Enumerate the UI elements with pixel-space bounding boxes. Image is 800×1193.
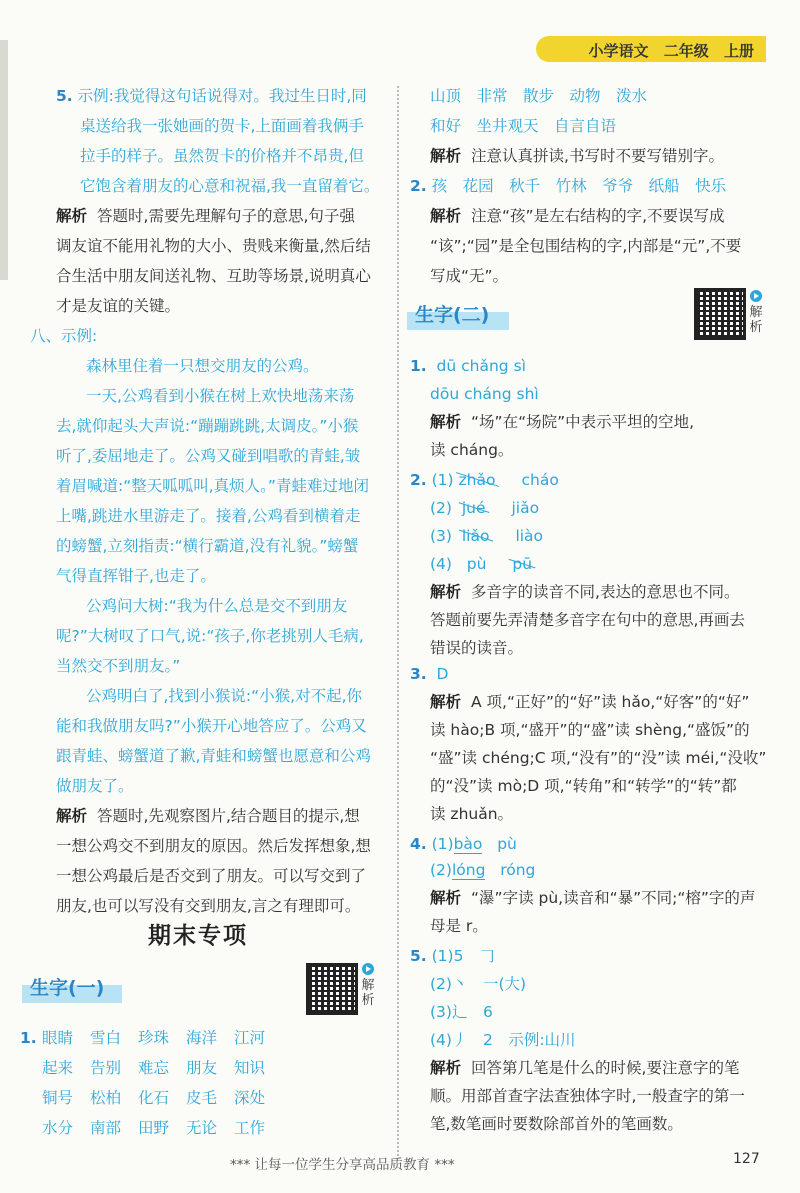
right-q5-line3: (3)辶 6 [430, 1003, 493, 1021]
left-q8-head: 八、示例: [30, 327, 98, 345]
right-analysis-b-line1: 解析 注意“孩”是左右结构的字,不要误写成 [430, 207, 725, 225]
left-analysis2-line2: 一想公鸡交不到朋友的原因。然后发挥想象,想 [56, 837, 371, 855]
qr-code[interactable] [306, 963, 358, 1015]
story-line: 一天,公鸡看到小猴在树上欢快地荡来荡 [86, 387, 355, 405]
qr-code[interactable] [694, 288, 746, 340]
right-q1-pinyin1: 1. dū chǎng sì [410, 357, 526, 375]
word-row: 1. 眼睛 雪白 珍珠 海洋 江河 [20, 1029, 266, 1047]
header-title: 小学语文 二年级 上册 [588, 42, 754, 60]
right-analysis-b-line3: 写成“无”。 [430, 267, 509, 285]
left-q5-line3: 拉手的样子。虽然贺卡的价格并不昂贵,但 [80, 147, 364, 165]
word-row: 铜号 松柏 化石 皮毛 深处 [42, 1089, 266, 1107]
right-analysis-b-line2: “该”;“园”是全包围结构的字,内部是“元”,不要 [430, 237, 742, 255]
column-divider [397, 86, 399, 1156]
section-heading-shengzi-2: 生字(二) [415, 304, 490, 326]
right-analysis-e-line5: 读 zhuǎn。 [430, 805, 514, 823]
story-line: 跟青蛙、螃蟹道了歉,青蛙和螃蟹也愿意和公鸡 [56, 747, 371, 765]
right-analysis-f-line2: 母是 r。 [430, 917, 488, 935]
right-q5-line1: 5. (1)5 𠃌 [410, 947, 495, 965]
story-line: 森林里住着一只想交朋友的公鸡。 [86, 357, 319, 375]
right-q2b-item: (3) liǎo liào [430, 527, 544, 545]
right-analysis-d-line3: 错误的读音。 [430, 639, 524, 657]
right-q2b-item: (2) jué jiǎo [430, 499, 540, 517]
right-analysis-g-line2: 顺。用部首查字法查独体字时,一般查字的第一 [430, 1087, 745, 1105]
right-q4-line2: (2)lóng róng [430, 861, 536, 879]
right-analysis-a: 解析 注意认真拼读,书写时不要写错别字。 [430, 147, 724, 165]
story-line: 做朋友了。 [56, 777, 134, 795]
story-line: 呢?”大树叹了口气,说:“孩子,你老挑别人毛病, [56, 627, 364, 645]
right-analysis-f-line1: 解析 “瀑”字读 pù,读音和“暴”不同;“榕”字的声 [430, 889, 756, 907]
left-analysis1-line4: 才是友谊的关键。 [56, 297, 181, 315]
left-analysis2-line1: 解析 答题时,先观察图片,结合题目的提示,想 [56, 807, 360, 825]
right-analysis-e-line3: “盛”读 chéng;C 项,“没有”的“没”读 méi,“没收” [430, 749, 767, 767]
right-analysis-e-line2: 读 hào;B 项,“盛开”的“盛”读 shèng,“盛饭”的 [430, 721, 750, 739]
right-q3: 3. D [410, 665, 449, 683]
play-icon [362, 963, 374, 975]
left-q5-line4: 它饱含着朋友的心意和祝福,我一直留着它。 [80, 177, 380, 195]
left-analysis2-line4: 朋友,也可以写没有交到朋友,言之有理即可。 [56, 897, 361, 915]
word-row: 水分 南部 田野 无论 工作 [42, 1119, 266, 1137]
right-q5-line4: (4)丿 2 示例:山川 [430, 1031, 576, 1049]
right-words-row1: 山顶 非常 散步 动物 泼水 [430, 87, 648, 105]
story-line: 上嘴,跳进水里游走了。接着,公鸡看到横着走 [56, 507, 361, 525]
story-line: 当然交不到朋友。” [56, 657, 181, 675]
left-analysis1-line3: 合生活中朋友间送礼物、互助等场景,说明真心 [56, 267, 371, 285]
page-number: 127 [733, 1151, 760, 1167]
play-icon [750, 290, 762, 302]
right-analysis-c-line2: 读 cháng。 [430, 441, 514, 459]
right-analysis-g-line1: 解析 回答第几笔是什么的时候,要注意字的笔 [430, 1059, 740, 1077]
left-q5-line1: 5. 示例:我觉得这句话说得对。我过生日时,同 [56, 87, 367, 105]
right-analysis-e-line4: 的“没”读 mò;D 项,“转角”和“转学”的“转”都 [430, 777, 737, 795]
left-q5-line2: 桌送给我一张她画的贺卡,上面画着我俩手 [80, 117, 364, 135]
qr-label: 解析 [361, 978, 375, 1008]
left-analysis2-line3: 一想公鸡最后是否交到了朋友。可以写交到了 [56, 867, 367, 885]
story-line: 公鸡问大树:“我为什么总是交不到朋友 [86, 597, 348, 615]
story-line: 能和我做朋友吗?”小猴开心地答应了。公鸡又 [56, 717, 367, 735]
right-q2: 2. 孩 花园 秋千 竹林 爷爷 纸船 快乐 [410, 177, 727, 195]
right-analysis-d-line2: 答题前要先弄清楚多音字在句中的意思,再画去 [430, 611, 745, 629]
right-q4-line1: 4. (1)bào pù [410, 835, 517, 853]
footer-slogan: *** 让每一位学生分享高品质教育 *** [230, 1157, 455, 1173]
right-q1-pinyin2: dōu cháng shì [430, 385, 539, 403]
qr-label: 解析 [749, 305, 763, 335]
story-line: 去,就仰起头大声说:“蹦蹦跳跳,太调皮。”小猴 [56, 417, 359, 435]
story-line: 公鸡明白了,找到小猴说:“小猴,对不起,你 [86, 687, 363, 705]
story-line: 气得直挥钳子,也走了。 [56, 567, 216, 585]
right-analysis-e-line1: 解析 A 项,“正好”的“好”读 hǎo,“好客”的“好” [430, 693, 750, 711]
word-row: 起来 告别 难忘 朋友 知识 [42, 1059, 266, 1077]
story-line: 着眉喊道:“整天呱呱叫,真烦人。”青蛙难过地闭 [56, 477, 369, 495]
left-analysis1-line1: 解析 答题时,需要先理解句子的意思,句子强 [56, 207, 355, 225]
right-analysis-d-line1: 解析 多音字的读音不同,表达的意思也不同。 [430, 583, 740, 601]
right-q2b-item: (4) pù pū [430, 555, 533, 573]
section-heading-shengzi-1: 生字(一) [30, 977, 105, 999]
section-title: 期末专项 [148, 923, 248, 949]
right-q2b-item: 2. (1) zhǎo cháo [410, 471, 559, 489]
story-line: 的螃蟹,立刻指责:“横行霸道,没有礼貌。”螃蟹 [56, 537, 359, 555]
right-analysis-c-line1: 解析 “场”在“场院”中表示平坦的空地, [430, 413, 695, 431]
right-words-row2: 和好 坐井观天 自言自语 [430, 117, 617, 135]
page-edge [0, 40, 8, 280]
right-analysis-g-line3: 笔,数笔画时要数除部首外的笔画数。 [430, 1115, 683, 1133]
left-analysis1-line2: 调友谊不能用礼物的大小、贵贱来衡量,然后结 [56, 237, 371, 255]
story-line: 听了,委屈地走了。公鸡又碰到唱歌的青蛙,皱 [56, 447, 361, 465]
right-q5-line2: (2)丶 一(大) [430, 975, 527, 993]
